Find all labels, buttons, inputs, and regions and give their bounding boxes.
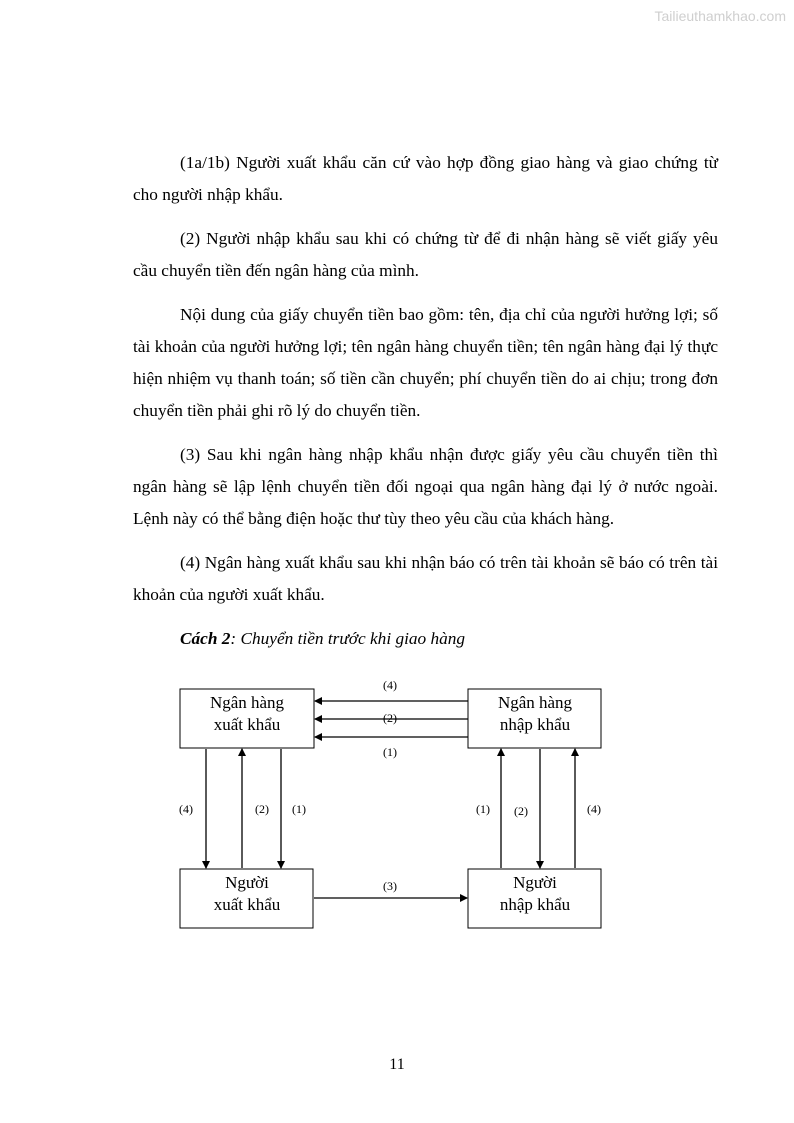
box-exporter-line2: xuất khẩu <box>213 895 281 914</box>
page-number: 11 <box>389 1056 405 1073</box>
label-bottom-3: (3) <box>383 879 397 893</box>
label-right-2: (2) <box>514 804 528 818</box>
heading-bold: Cách 2 <box>180 629 231 648</box>
label-top-4: (4) <box>383 678 397 692</box>
box-exporter-line1: Người <box>225 873 269 892</box>
box-importer-line1: Người <box>513 873 557 892</box>
paragraph-2: (2) Người nhập khẩu sau khi có chứng từ để đi nhận hàng sẽ viết giấy yêu cầu chuyển tiền đến ngân hàng của mình. <box>133 229 718 280</box>
box-bank-import-line2: nhập khẩu <box>499 715 571 734</box>
label-left-4: (4) <box>179 802 193 816</box>
box-importer <box>468 869 601 928</box>
label-right-4: (4) <box>587 802 601 816</box>
watermark: Tailieuthamkhao.com <box>654 8 786 24</box>
box-bank-import <box>468 689 601 748</box>
box-bank-export <box>180 689 314 748</box>
label-left-2: (2) <box>255 802 269 816</box>
box-bank-export-line1: Ngân hàng <box>209 693 285 712</box>
heading-rest: : Chuyển tiền trước khi giao hàng <box>230 629 466 648</box>
label-right-1: (1) <box>476 802 490 816</box>
label-top-1: (1) <box>383 745 397 759</box>
paragraph-3: Nội dung của giấy chuyển tiền bao gồm: tên, địa chỉ của người hưởng lợi; số tài khoản của người hưởng lợi; tên ngân hàng chuyển tiền; tên ngân hàng đại lý thực hiện nhiệm vụ thanh toán; số tiền cần chuyển; phí chuyển tiền do ai chịu; trong đơn chuyển tiền phải ghi rõ lý do chuyển tiền. <box>133 305 718 420</box>
label-left-1: (1) <box>292 802 306 816</box>
paragraph-4: (3) Sau khi ngân hàng nhập khẩu nhận được giấy yêu cầu chuyển tiền thì ngân hàng sẽ lập lệnh chuyển tiền đối ngoại qua ngân hàng đại lý ở nước ngoài. Lệnh này có thể bằng điện hoặc thư tùy theo yêu cầu của khách hàng. <box>133 445 718 528</box>
box-exporter <box>180 869 313 928</box>
paragraph-1: (1a/1b) Người xuất khẩu căn cứ vào hợp đồng giao hàng và giao chứng từ cho người nhập khẩu. <box>133 153 718 204</box>
label-top-2: (2) <box>383 711 397 725</box>
box-bank-import-line1: Ngân hàng <box>497 693 573 712</box>
paragraph-5: (4) Ngân hàng xuất khẩu sau khi nhận báo có trên tài khoản sẽ báo có trên tài khoản của người xuất khẩu. <box>133 553 718 604</box>
box-importer-line2: nhập khẩu <box>499 895 571 914</box>
box-bank-export-line2: xuất khẩu <box>213 715 281 734</box>
